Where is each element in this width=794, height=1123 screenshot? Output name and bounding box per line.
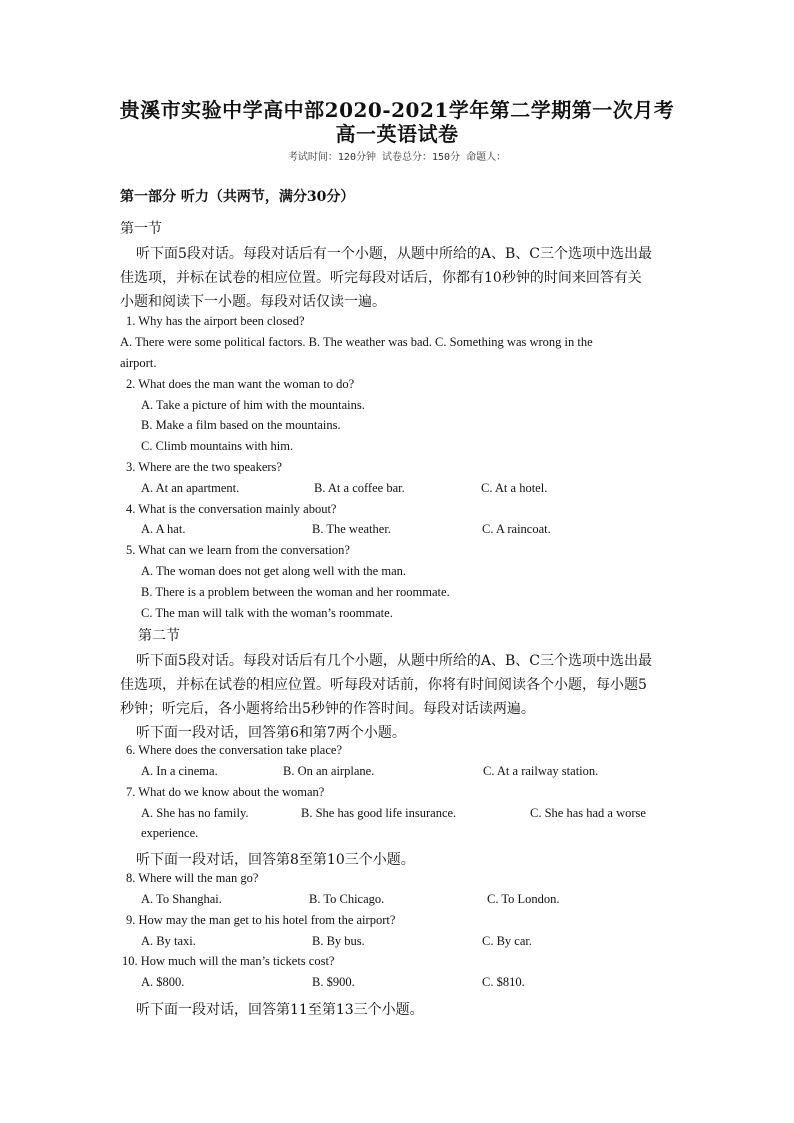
question-2-option-c: C. Climb mountains with him. bbox=[141, 439, 294, 453]
question-9-stem: 9. How may the man get to his hotel from the airport? bbox=[126, 913, 396, 927]
question-7-option-c: C. She has had a worse bbox=[530, 806, 646, 820]
question-2-stem: 2. What does the man want the woman to do? bbox=[126, 377, 355, 391]
question-8-option-b: B. To Chicago. bbox=[309, 892, 385, 906]
question-7-stem: 7. What do we know about the woman? bbox=[126, 785, 325, 799]
question-8-option-a: A. To Shanghai. bbox=[141, 892, 222, 906]
question-5-option-a: A. The woman does not get along well with the man. bbox=[141, 564, 406, 578]
question-4-option-c: C. A raincoat. bbox=[482, 522, 551, 536]
question-6-stem: 6. Where does the conversation take place? bbox=[126, 743, 342, 757]
section1-instructions-3: 小题和阅读下一小题。每段对话仅读一遍。 bbox=[120, 294, 386, 310]
question-7-option-b: B. She has good life insurance. bbox=[301, 806, 457, 820]
question-4-option-a: A. A hat. bbox=[141, 522, 186, 536]
section1-instructions-2: 佳选项，并标在试卷的相应位置。听完每段对话后，你都有10秒钟的时间来回答有关 bbox=[120, 270, 642, 286]
question-8-stem: 8. Where will the man go? bbox=[126, 871, 259, 885]
question-1-options-cont: airport. bbox=[120, 356, 157, 370]
exam-title-line1: 贵溪市实验中学高中部2020-2021学年第二学期第一次月考 bbox=[119, 98, 675, 122]
question-8-option-c: C. To London. bbox=[487, 892, 560, 906]
exam-meta: 考试时间：120分钟 试卷总分：150分 命题人： bbox=[287, 152, 507, 163]
section2-instructions-2: 佳选项，并标在试卷的相应位置。听每段对话前，你将有时间阅读各个小题，每小题5 bbox=[120, 677, 647, 693]
section2-label: 第二节 bbox=[138, 628, 180, 644]
question-10-stem: 10. How much will the man’s tickets cost? bbox=[122, 954, 335, 968]
dialogue-group-1-instruction: 听下面一段对话，回答第6和第7两个小题。 bbox=[136, 725, 406, 741]
question-5-option-b: B. There is a problem between the woman and her roommate. bbox=[141, 585, 450, 599]
question-1-stem: 1. Why has the airport been closed? bbox=[126, 314, 305, 328]
question-10-option-c: C. $810. bbox=[482, 975, 525, 989]
question-9-option-b: B. By bus. bbox=[312, 934, 365, 948]
dialogue-group-2-instruction: 听下面一段对话，回答第8至第10三个小题。 bbox=[136, 852, 415, 868]
question-4-stem: 4. What is the conversation mainly about? bbox=[126, 502, 337, 516]
question-6-option-b: B. On an airplane. bbox=[283, 764, 375, 778]
question-9-option-a: A. By taxi. bbox=[141, 934, 196, 948]
question-10-option-a: A. $800. bbox=[141, 975, 185, 989]
exam-title-line2: 高一英语试卷 bbox=[335, 122, 459, 146]
question-2-option-a: A. Take a picture of him with the mountains. bbox=[141, 398, 365, 412]
section1-label: 第一节 bbox=[120, 221, 162, 237]
question-5-stem: 5. What can we learn from the conversation? bbox=[126, 543, 350, 557]
question-1-options: A. There were some political factors. B. The weather was bad. C. Something was wrong in the bbox=[120, 335, 593, 349]
question-3-stem: 3. Where are the two speakers? bbox=[126, 460, 282, 474]
dialogue-group-3-instruction: 听下面一段对话，回答第11至第13三个小题。 bbox=[136, 1002, 424, 1018]
question-5-option-c: C. The man will talk with the woman’s roommate. bbox=[141, 606, 393, 620]
question-9-option-c: C. By car. bbox=[482, 934, 532, 948]
question-4-option-b: B. The weather. bbox=[312, 522, 391, 536]
section2-instructions-1: 听下面5段对话。每段对话后有几个小题，从题中所给的A、B、C三个选项中选出最 bbox=[136, 653, 653, 669]
question-3-option-a: A. At an apartment. bbox=[141, 481, 240, 495]
question-3-option-b: B. At a coffee bar. bbox=[314, 481, 405, 495]
section1-instructions-1: 听下面5段对话。每段对话后有一个小题，从题中所给的A、B、C三个选项中选出最 bbox=[136, 246, 653, 262]
part1-heading: 第一部分 听力（共两节，满分30分） bbox=[120, 189, 355, 205]
question-3-option-c: C. At a hotel. bbox=[481, 481, 548, 495]
question-10-option-b: B. $900. bbox=[312, 975, 355, 989]
section2-instructions-3: 秒钟；听完后，各小题将给出5秒钟的作答时间。每段对话读两遍。 bbox=[120, 701, 535, 717]
question-7-option-c-cont: experience. bbox=[141, 826, 199, 840]
question-7-option-a: A. She has no family. bbox=[141, 806, 249, 820]
question-6-option-c: C. At a railway station. bbox=[483, 764, 599, 778]
question-6-option-a: A. In a cinema. bbox=[141, 764, 218, 778]
question-2-option-b: B. Make a film based on the mountains. bbox=[141, 418, 341, 432]
